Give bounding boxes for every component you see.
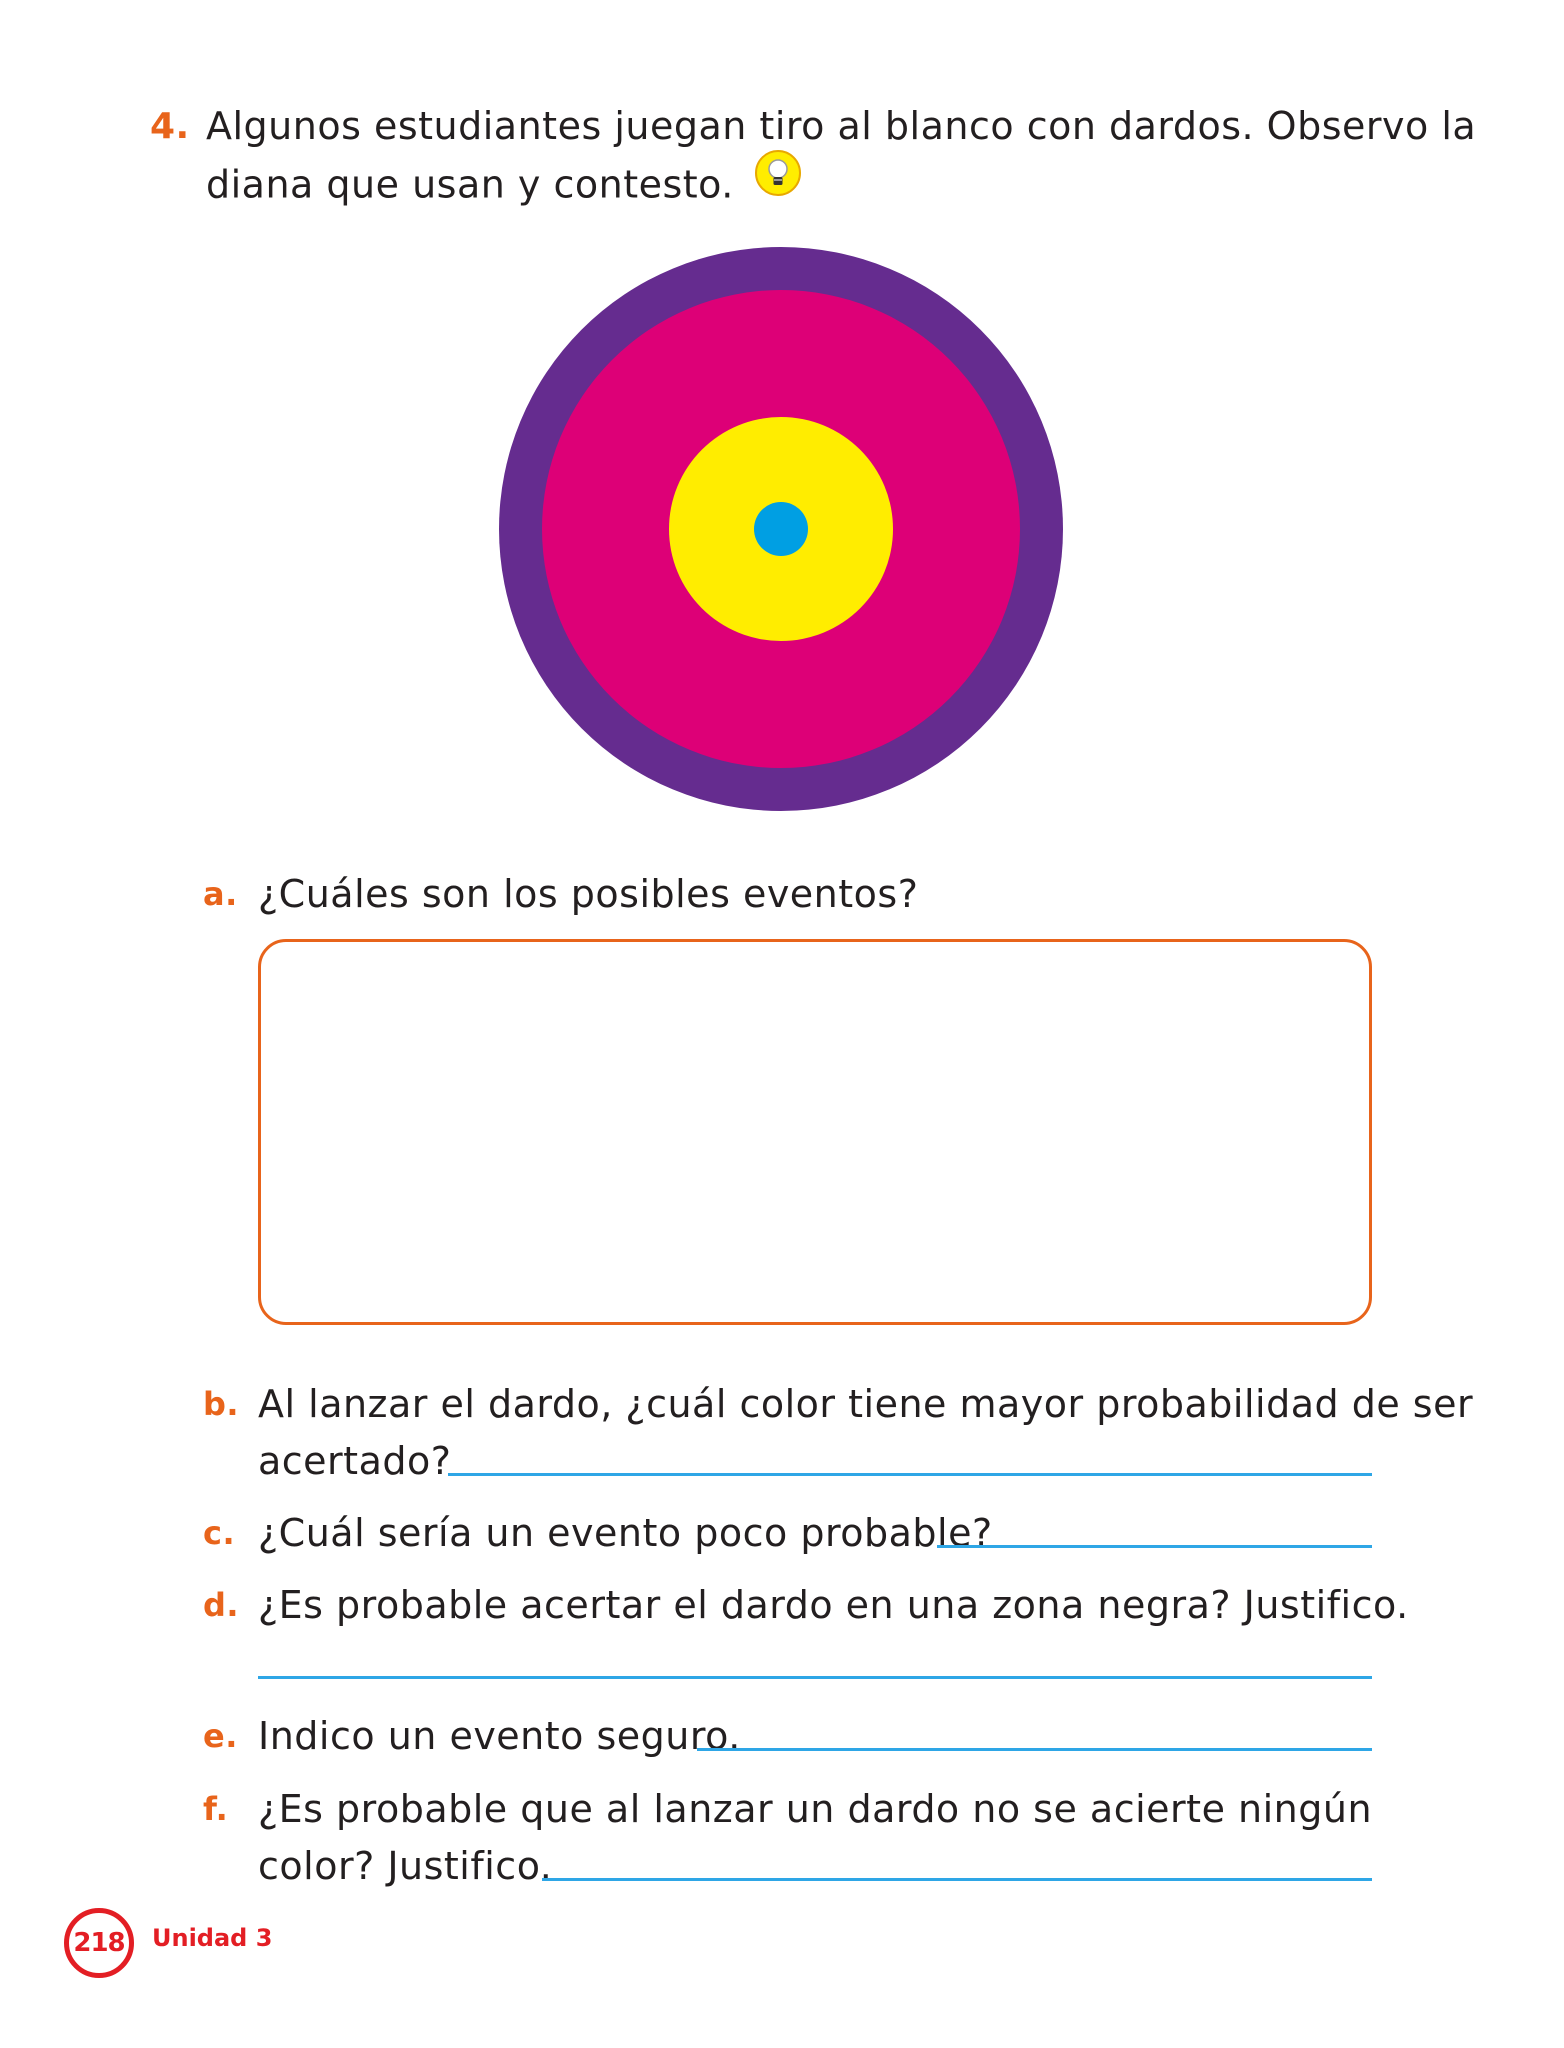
- dartboard-target: [498, 246, 1064, 812]
- part-e-text: Indico un evento seguro.: [258, 1714, 741, 1758]
- part-d-letter: d.: [203, 1586, 240, 1624]
- answer-line-e[interactable]: [697, 1748, 1372, 1751]
- part-b-letter: b.: [203, 1385, 240, 1423]
- part-a-letter: a.: [203, 875, 238, 913]
- page-number: 218: [73, 1928, 125, 1958]
- part-b-text-line2: acertado?: [258, 1439, 452, 1483]
- unit-label: Unidad 3: [152, 1924, 273, 1952]
- part-e-letter: e.: [203, 1717, 238, 1755]
- answer-box-a[interactable]: [258, 939, 1372, 1325]
- part-f-text-line1: ¿Es probable que al lanzar un dardo no se acierte ningún: [258, 1787, 1373, 1831]
- part-f-letter: f.: [203, 1790, 229, 1828]
- part-c-letter: c.: [203, 1514, 236, 1552]
- question-text-line1: Algunos estudiantes juegan tiro al blanco con dardos. Observo la: [206, 104, 1477, 148]
- answer-line-c[interactable]: [937, 1545, 1372, 1548]
- part-d-text: ¿Es probable acertar el dardo en una zona negra? Justifico.: [258, 1583, 1409, 1627]
- answer-line-d[interactable]: [258, 1676, 1372, 1679]
- question-text-line2-text: diana que usan y contesto.: [206, 162, 734, 207]
- part-a-text: ¿Cuáles son los posibles eventos?: [258, 872, 919, 916]
- part-c-text: ¿Cuál sería un evento poco probable?: [258, 1511, 993, 1555]
- target-bullseye-blue: [754, 502, 808, 556]
- answer-line-b[interactable]: [448, 1473, 1372, 1476]
- part-b-text-line1: Al lanzar el dardo, ¿cuál color tiene mayor probabilidad de ser: [258, 1382, 1474, 1426]
- part-f-text-line2: color? Justifico.: [258, 1844, 553, 1888]
- lightbulb-icon: [754, 149, 802, 213]
- question-number: 4.: [150, 106, 190, 147]
- question-text-line2: [206, 155, 802, 219]
- page-number-badge: [64, 1908, 134, 1978]
- answer-line-f[interactable]: [542, 1878, 1372, 1881]
